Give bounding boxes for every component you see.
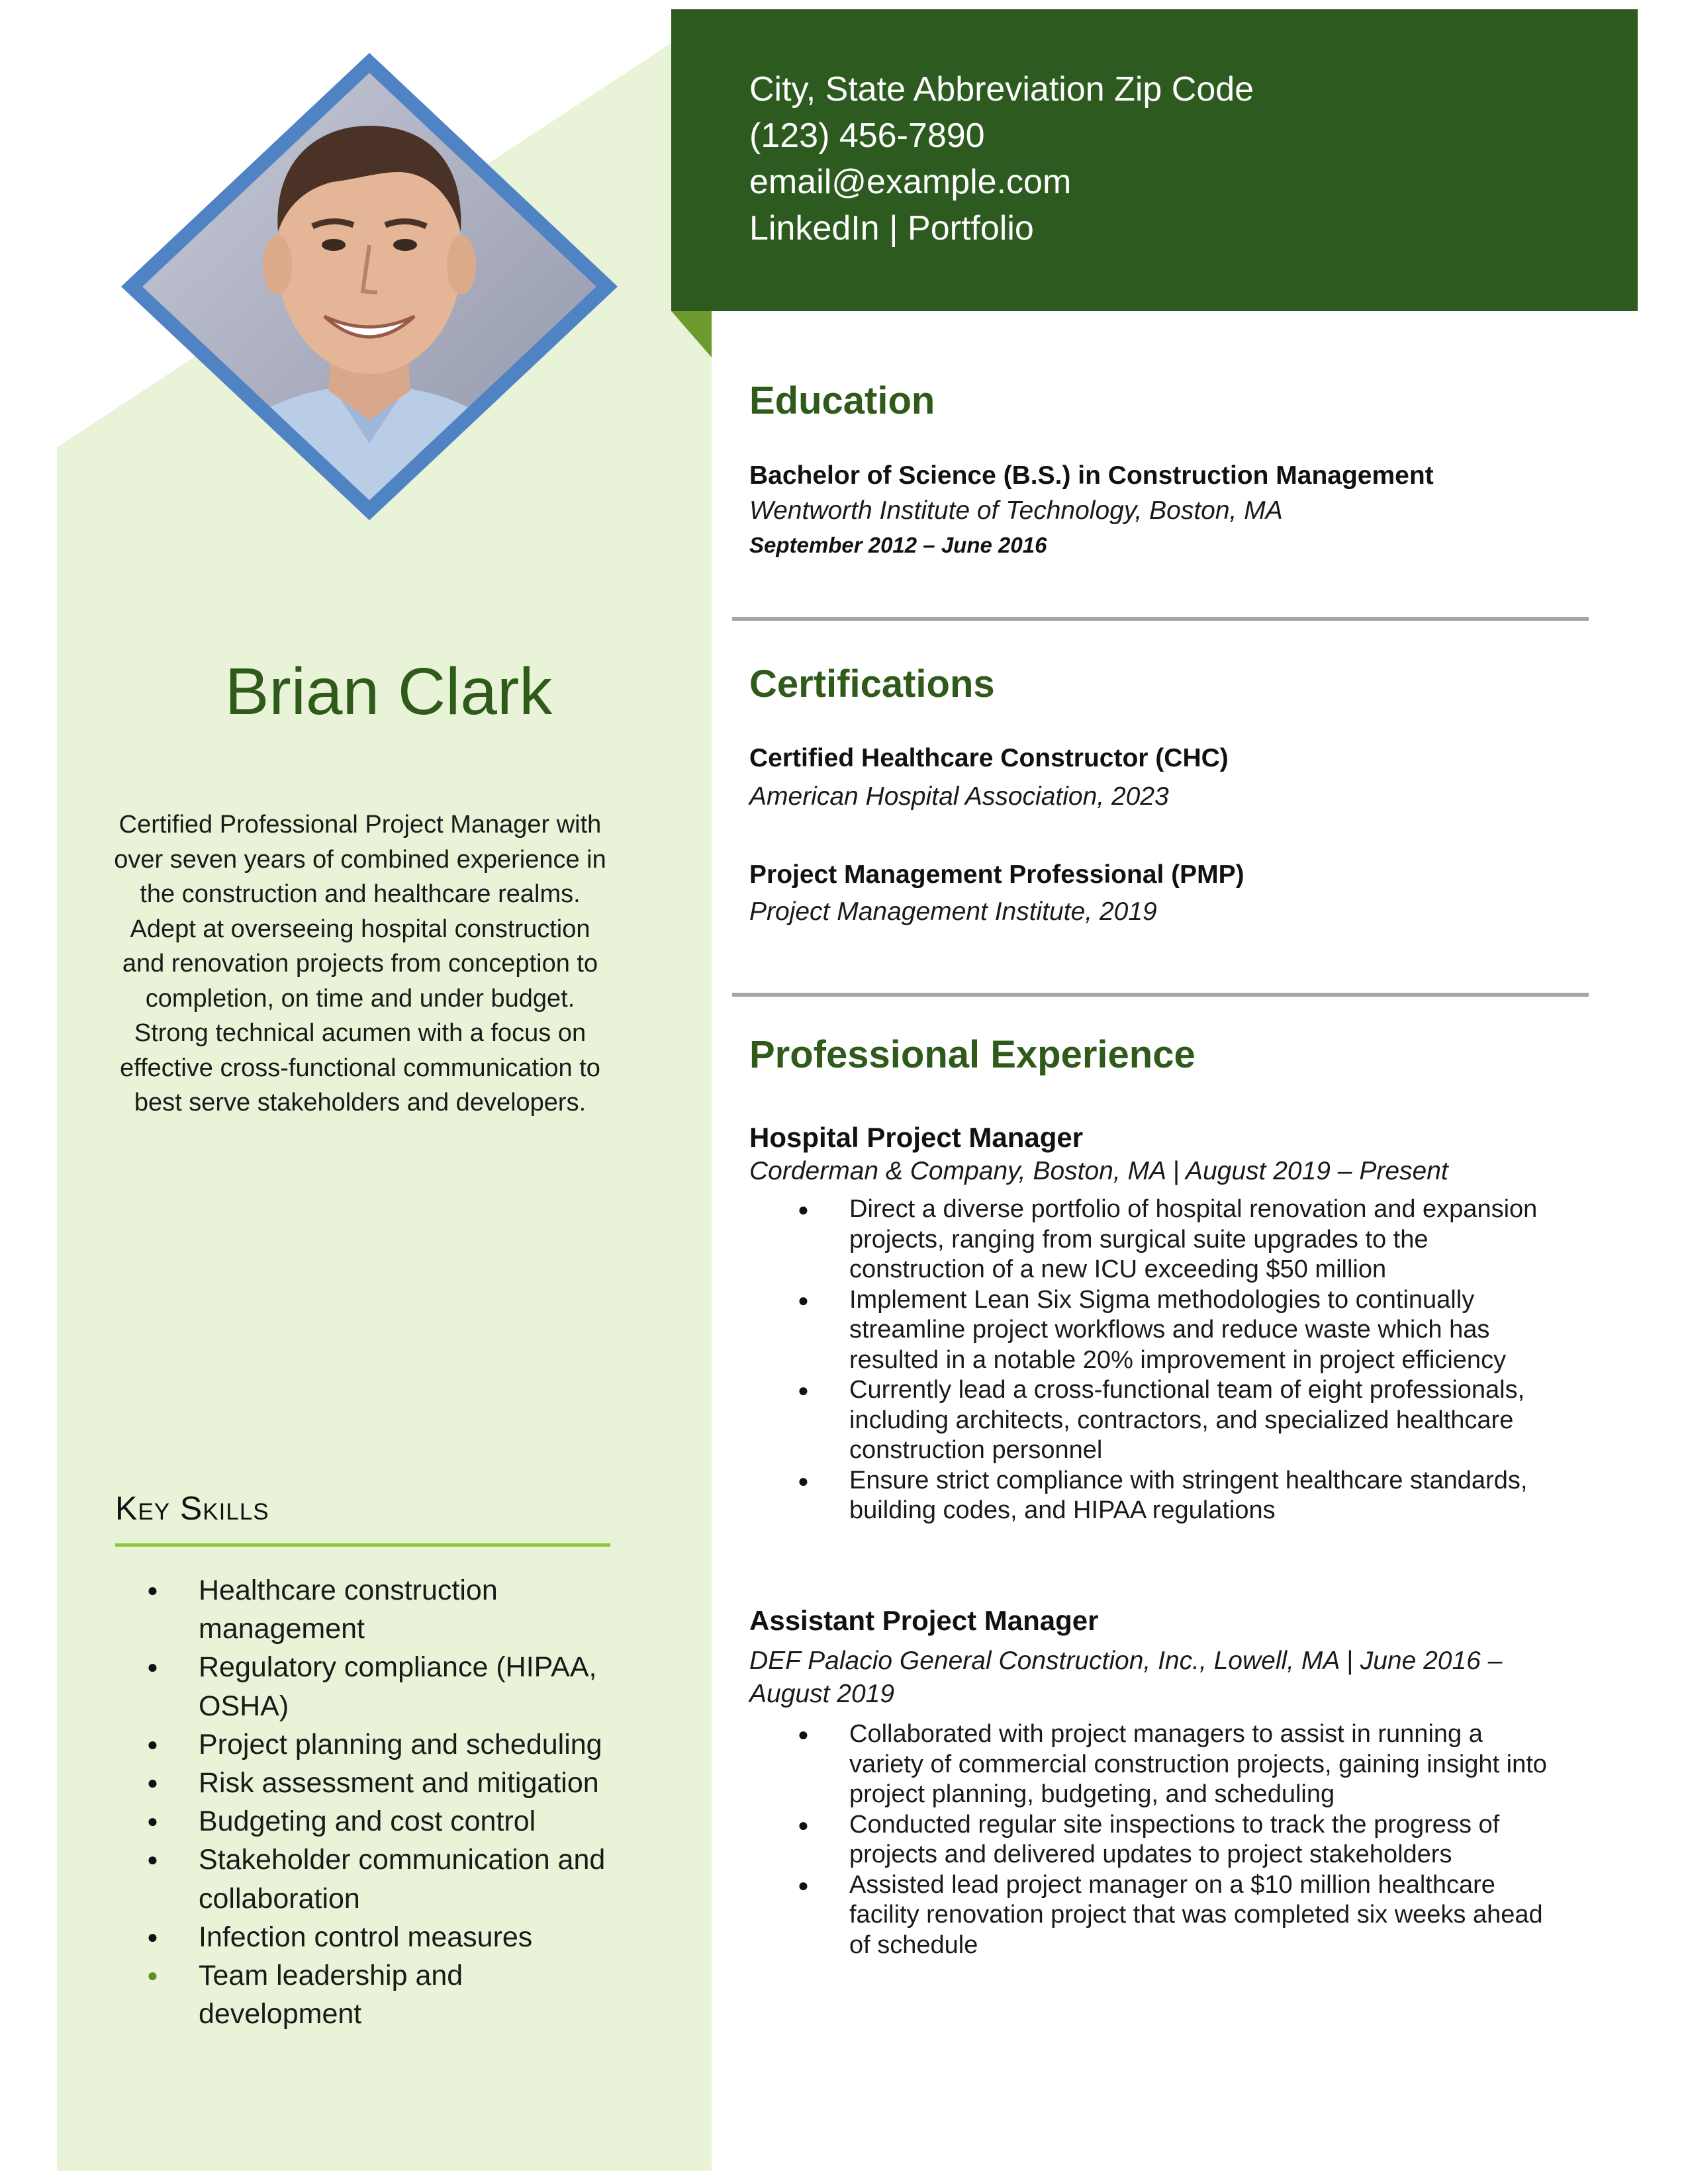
job-bullets bbox=[798, 1719, 1559, 1960]
skill-item: ● Project planning and scheduling bbox=[147, 1725, 624, 1764]
certification-name: Project Management Professional (PMP) bbox=[749, 860, 1244, 889]
contact-links bbox=[749, 205, 1254, 251]
skill-item: ● Healthcare construction management bbox=[147, 1571, 624, 1648]
job-bullet: ● Collaborated with project managers to assist in running a variety of commercial construction projects, gaining insight into project planning, budgeting, and scheduling bbox=[798, 1719, 1559, 1810]
skills-list bbox=[147, 1571, 624, 2033]
candidate-name: Brian Clark bbox=[224, 655, 553, 729]
skills-divider bbox=[115, 1543, 610, 1547]
skill-item: ● Infection control measures bbox=[147, 1918, 624, 1956]
job-bullet: ● Direct a diverse portfolio of hospital renovation and expansion projects, ranging from surgical suite upgrades to the construction of a new ICU exceeding $50 million bbox=[798, 1195, 1559, 1285]
job-bullet: ● Implement Lean Six Sigma methodologies to continually streamline project workflows and reduce waste which has resulted in a notable 20% improvement in project efficiency bbox=[798, 1285, 1559, 1376]
profile-summary: Certified Professional Project Manager with over seven years of combined experience in the construction and healthcare realms. Adept at overseeing hospital construction and renovation projects from conception to completion, on time and under budget. Strong technical acumen with a focus on effective cross-functional communication to best serve stakeholders and developers. bbox=[114, 811, 606, 1116]
job-bullets bbox=[798, 1195, 1559, 1526]
certification-name: Certified Healthcare Constructor (CHC) bbox=[749, 744, 1229, 772]
header-fold-accent bbox=[671, 311, 712, 357]
skill-item: ● Risk assessment and mitigation bbox=[147, 1764, 624, 1802]
skills-heading: Key Skills bbox=[115, 1490, 269, 1527]
job-company-details: , Lowell, MA | June 2016 – August 2019 bbox=[749, 1647, 1503, 1708]
job-company-name: DEF Palacio General Construction, Inc. bbox=[749, 1647, 1199, 1675]
certification-issuer: American Hospital Association, 2023 bbox=[749, 782, 1169, 811]
profile-photo bbox=[114, 46, 625, 527]
certifications-heading: Certifications bbox=[749, 662, 995, 705]
experience-heading: Professional Experience bbox=[749, 1033, 1196, 1076]
section-divider bbox=[732, 993, 1589, 997]
job-company: Corderman & Company, Boston, MA | August 2019 – Present bbox=[749, 1157, 1448, 1185]
job-bullet: ● Currently lead a cross-functional team of eight professionals, including architects, contractors, and specialized healthcare construction personnel bbox=[798, 1375, 1559, 1466]
job-bullet: ● Assisted lead project manager on a $10 million healthcare facility renovation project that was completed six weeks ahead of schedule bbox=[798, 1870, 1559, 1961]
contact-phone: (123) 456-7890 bbox=[749, 116, 985, 155]
education-degree: Bachelor of Science (B.S.) in Construction Management bbox=[749, 461, 1434, 490]
education-heading: Education bbox=[749, 379, 935, 422]
link-separator: | bbox=[889, 209, 898, 248]
skill-item: ● Budgeting and cost control bbox=[147, 1802, 624, 1841]
contact-location: City, State Abbreviation Zip Code bbox=[749, 70, 1254, 109]
certification-issuer: Project Management Institute, 2019 bbox=[749, 897, 1157, 926]
job-bullet: ● Ensure strict compliance with stringent healthcare standards, building codes, and HIPAA regulations bbox=[798, 1466, 1559, 1526]
skill-item: ● Team leadership and development bbox=[147, 1956, 624, 2033]
linkedin-link[interactable]: LinkedIn bbox=[749, 209, 880, 248]
skill-item: ● Stakeholder communication and collaboration bbox=[147, 1841, 624, 1917]
job-bullet: ● Conducted regular site inspections to track the progress of projects and delivered updates to project stakeholders bbox=[798, 1810, 1559, 1870]
contact-info bbox=[749, 66, 1254, 251]
education-school: Wentworth Institute of Technology, Boston, MA bbox=[749, 496, 1283, 525]
education-dates: September 2012 – June 2016 bbox=[749, 533, 1047, 557]
portfolio-link[interactable]: Portfolio bbox=[908, 209, 1034, 248]
contact-email[interactable]: email@example.com bbox=[749, 163, 1072, 201]
skill-item: ● Regulatory compliance (HIPAA, OSHA) bbox=[147, 1648, 624, 1725]
job-company bbox=[749, 1645, 1530, 1711]
section-divider bbox=[732, 617, 1589, 621]
job-title: Assistant Project Manager bbox=[749, 1605, 1099, 1636]
job-title: Hospital Project Manager bbox=[749, 1122, 1084, 1153]
